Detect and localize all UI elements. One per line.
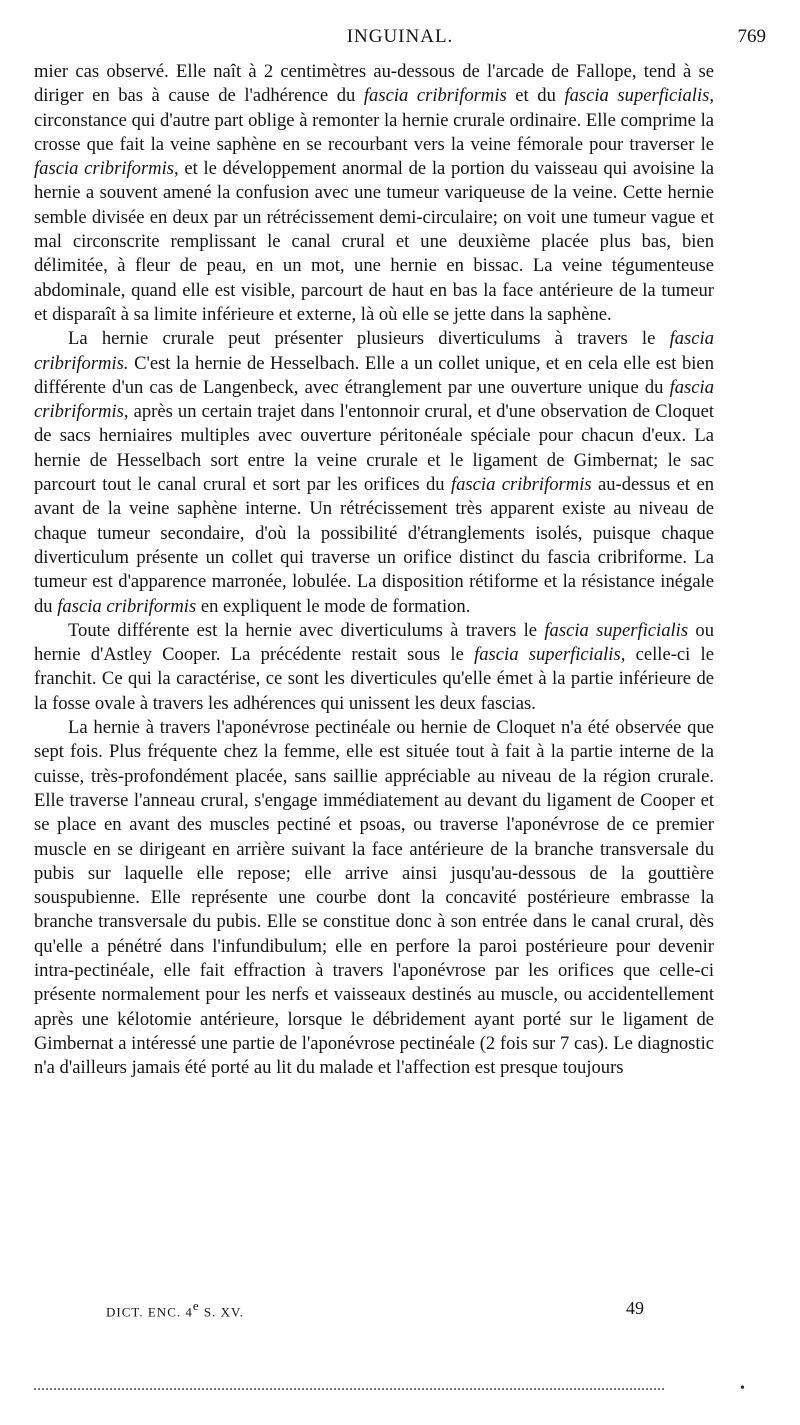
text-run: ou hernie d'Astley Cooper. La précédente restait sous le: [34, 619, 715, 666]
italic-term: fascia superficialis: [474, 644, 621, 666]
text-run: , et le développement anormal de la portion du vaisseau qui avoisine la hernie a souvent amené la confusion avec une tumeur variqueuse de la veine. Cette hernie semble divisée en deux par un rétrécissement demi-circulaire; on voit une tumeur vague et mal circonscrite remplissant le canal crural et une deuxième placée plus bas, bien délimitée, à fleur de peau, en un mot, une hernie en bissac. La veine tégumenteuse abdominale, quand elle est visible, parcourt de haut en bas la face antérieure de la tumeur et disparaît à sa limite inférieure et externe, là où elle se jette dans la saphène.: [34, 158, 714, 325]
page-number: 769: [737, 26, 766, 47]
text-run: La hernie à travers l'aponévrose pectinéale ou hernie de Cloquet n'a été observée que sept fois. Plus fréquente chez la femme, elle est située tout à fait à la partie interne de la cuisse, très-profondément placée, sans saillie appréciable au niveau de la région crurale. Elle traverse l'anneau crural, s'engage immédiatement au devant du ligament de Cooper et se place en avant des muscles pectiné et psoas, ou traverse l'aponévrose de ce premier muscle en se dirigeant en arrière suivant la face antérieure de la branche transversale du pubis sur laquelle elle repose; elle arrive ainsi jusqu'au-dessous de la gouttière souspubienne. Elle représente une courbe dont la concavité postérieure embrasse la branche transversale du pubis. Elle se constitue donc à son entrée dans le canal crural, dès qu'elle a pénétré dans l'infundibulum; elle en perfore la paroi postérieure pour devenir intra-pectinéale, elle fait effraction à travers l'aponévrose par les orifices que celle-ci présente normalement pour les nerfs et vaisseaux destinés au muscle, ou accidentellement après une kélotomie antérieure, lorsque le débridement ayant porté sur le ligament de Gimbernat a intéressé une partie de l'aponévrose pectinéale (2 fois sur 7 cas). Le diagnostic n'a d'ailleurs jamais été porté au lit du malade et l'affection est presque toujours: [34, 717, 714, 1079]
paragraph: [34, 716, 714, 1080]
text-run: La hernie crurale peut présenter plusieurs diverticulums à travers le: [68, 328, 670, 350]
bottom-dotted-rule: [34, 1388, 664, 1390]
text-run: mier cas observé. Elle naît à 2 centimètres au-dessous de l'arcade de Fallope, tend à se diriger en bas à cause de l'adhérence du: [34, 61, 714, 107]
page-header: [34, 26, 766, 54]
italic-term: fascia cribriformis: [363, 85, 507, 107]
paragraph: [34, 60, 714, 327]
italic-term: fascia cribriformis: [57, 595, 197, 617]
body-text: [34, 60, 714, 1080]
italic-term: fascia cribriformis.: [34, 328, 714, 374]
italic-term: fascia superficialis: [544, 619, 689, 641]
printer-signature: [106, 1298, 244, 1321]
text-run: C'est la hernie de Hesselbach. Elle a un collet unique, et en cela elle est bien différente d'un cas de Langenbeck, avec étranglement par une ouverture unique du: [34, 352, 714, 398]
text-run: et du: [506, 85, 565, 107]
signature-main: DICT. ENC. 4: [106, 1304, 193, 1320]
text-run: , celle-ci le franchit. Ce qui la caractérise, ce sont les diverticules qu'elle émet à la partie inférieure de la fosse ovale à travers les adhérences qui unissent les deux fascias.: [34, 644, 714, 714]
signature-rest: S. XV.: [199, 1304, 244, 1320]
text-run: Toute différente est la hernie avec diverticulums à travers le: [68, 619, 545, 641]
signature-superscript: e: [192, 1298, 200, 1313]
italic-term: fascia cribriformis: [450, 474, 592, 496]
text-run: , circonstance qui d'autre part oblige à remonter la hernie crurale ordinaire. Elle comprime la crosse que fait la veine saphène en se recourbant vers la veine fémorale pour traverser le: [34, 85, 714, 155]
text-run: au-dessus et en avant de la veine saphène interne. Un rétrécissement très apparent existe au niveau de chaque tumeur secondaire, d'où la possibilité d'étranglements isolés, puisque chaque diverticulum présente un collet qui traverse un orifice distinct du fascia cribriforme. La tumeur est d'apparence marronée, lobulée. La disposition rétiforme et la résistance inégale du: [34, 474, 714, 617]
italic-term: fascia cribriformis: [34, 158, 175, 180]
paragraph: [34, 327, 714, 619]
paragraph: [34, 619, 714, 716]
running-title: INGUINAL.: [346, 26, 454, 47]
bottom-mark: •: [740, 1381, 745, 1396]
italic-term: fascia superficialis: [564, 85, 710, 107]
text-run: en expliquent le mode de formation.: [196, 595, 471, 617]
text-run: , après un certain trajet dans l'entonnoir crural, et d'une observation de Cloquet de sacs herniaires multiples avec ouverture péritonéale spéciale pour chacun d'eux. La hernie de Hesselbach sort entre la veine crurale et le ligament de Gimbernat; le sac parcourt tout le canal crural et sort par les orifices du: [34, 401, 714, 496]
sheet-number: 49: [626, 1298, 644, 1318]
italic-term: fascia cribriformis: [34, 376, 714, 423]
page-footer: [106, 1298, 720, 1322]
